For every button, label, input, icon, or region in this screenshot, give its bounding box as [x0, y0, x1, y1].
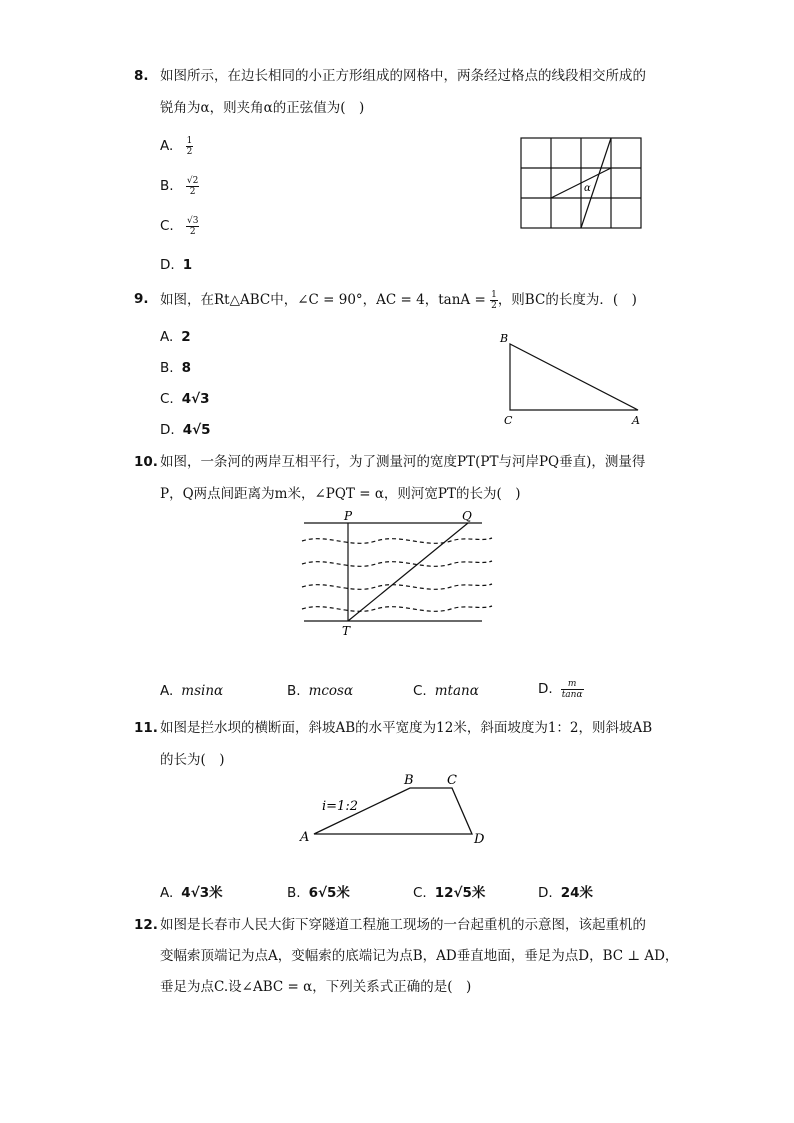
- q10-river-figure: [296, 508, 496, 640]
- q10-option-c-key: C.: [413, 683, 427, 699]
- q11-option-b-value: 6√5米: [308, 885, 350, 901]
- q10-number: 10.: [134, 454, 158, 470]
- q12-text-line1: 如图是长春市人民大街下穿隧道工程施工现场的一台起重机的示意图，该起重机的: [160, 917, 646, 933]
- q10-option-b-value: mcosα: [308, 683, 354, 699]
- q9-text-line1: [160, 290, 637, 311]
- q9-option-b: [160, 359, 191, 377]
- q10-option-b-key: B.: [287, 683, 301, 699]
- q9-option-d-key: D.: [160, 422, 175, 438]
- wave-3: [302, 584, 492, 589]
- q10-text-line1: 如图，一条河的两岸互相平行，为了测量河的宽度PT(PT与河岸PQ垂直)，测量得: [160, 454, 646, 470]
- q11-text-line2: 的长为( ): [160, 752, 225, 768]
- q11-label-b: B: [404, 773, 414, 788]
- q8-option-c-den: 2: [189, 227, 196, 237]
- q9-text-tail: ，则BC的长度为．( ): [497, 292, 637, 308]
- q11-option-d-value: 24米: [560, 885, 593, 901]
- q8-option-a-key: A.: [160, 138, 174, 154]
- q10-option-c: [413, 682, 479, 700]
- q11-number: 11.: [134, 720, 158, 736]
- segment-tq: [348, 523, 468, 621]
- q9-option-c-key: C.: [160, 391, 174, 407]
- q8-text-line2: 锐角为α，则夹角α的正弦值为( ): [160, 100, 365, 116]
- q11-dam-figure: [298, 768, 498, 850]
- q10-label-q: Q: [462, 509, 472, 523]
- q11-option-a: [160, 884, 223, 902]
- q9-frac-num: 1: [491, 290, 497, 300]
- q11-label-a: A: [300, 830, 310, 845]
- q10-option-a: [160, 682, 223, 700]
- q9-triangle: [510, 344, 638, 410]
- q9-option-a-key: A.: [160, 329, 174, 345]
- q10-label-p: P: [344, 509, 353, 523]
- q11-option-a-value: 4√3米: [181, 885, 223, 901]
- q11-option-c-value: 12√5米: [434, 885, 486, 901]
- q8-option-b-key: B.: [160, 178, 174, 194]
- q12-text-line3: 垂足为点C.设∠ABC = α，下列关系式正确的是( ): [160, 979, 472, 995]
- q8-alpha-label: α: [584, 183, 591, 194]
- q9-text-main: 如图，在Rt△ABC中，∠C = 90°，AC = 4，tanA =: [160, 292, 486, 308]
- q9-frac: [490, 290, 498, 311]
- q10-option-b: [287, 682, 353, 700]
- q9-option-a-value: 2: [181, 329, 191, 345]
- q11-option-d-key: D.: [538, 885, 553, 901]
- q9-label-c: C: [504, 414, 513, 427]
- q9-option-b-value: 8: [181, 360, 191, 376]
- q10-option-d-fraction: [561, 679, 584, 700]
- q11-label-c: C: [447, 773, 457, 788]
- q8-option-c: [160, 216, 199, 237]
- q11-option-c-key: C.: [413, 885, 427, 901]
- q9-option-c-value: 4√3: [181, 391, 210, 407]
- q8-option-d-value: 1: [182, 257, 193, 273]
- q11-option-a-key: A.: [160, 885, 174, 901]
- q8-option-a-fraction: [186, 136, 194, 157]
- q12-text-line2: 变幅索顶端记为点A，变幅索的底端记为点B，AD垂直地面，垂足为点D，BC ⊥ AD，: [160, 948, 679, 964]
- q8-option-c-fraction: [186, 216, 199, 237]
- wave-1: [302, 538, 492, 543]
- q11-option-d: [538, 884, 593, 902]
- q10-label-t: T: [342, 624, 351, 638]
- q8-grid-figure: [520, 137, 644, 229]
- q9-number: 9.: [134, 291, 149, 307]
- q9-triangle-figure: [496, 330, 646, 430]
- q9-frac-den: 2: [491, 301, 497, 311]
- wave-2: [302, 561, 492, 566]
- q8-option-b-num: √2: [186, 176, 199, 186]
- q10-option-a-value: msinα: [181, 683, 224, 699]
- q11-label-d: D: [474, 832, 485, 847]
- q10-option-d-den: tanα: [561, 690, 583, 700]
- wave-4: [302, 606, 492, 611]
- q9-option-b-key: B.: [160, 360, 174, 376]
- q10-option-d-key: D.: [538, 681, 553, 697]
- q8-option-c-key: C.: [160, 218, 174, 234]
- q9-option-d: [160, 421, 210, 439]
- q11-slope-label: i=1:2: [322, 799, 358, 814]
- q8-option-b: [160, 176, 199, 197]
- q8-option-a: [160, 136, 193, 157]
- q11-option-b: [287, 884, 350, 902]
- q8-option-b-fraction: [186, 176, 199, 197]
- q10-option-c-value: mtanα: [434, 683, 479, 699]
- q8-number: 8.: [134, 68, 149, 84]
- q10-option-a-key: A.: [160, 683, 174, 699]
- q9-option-d-value: 4√5: [182, 422, 211, 438]
- q11-option-c: [413, 884, 485, 902]
- q8-option-d-key: D.: [160, 257, 175, 273]
- q8-option-c-num: √3: [187, 216, 199, 226]
- q8-option-d: [160, 256, 192, 274]
- q9-option-c: [160, 390, 210, 408]
- q11-option-b-key: B.: [287, 885, 301, 901]
- q8-option-a-num: 1: [186, 136, 193, 146]
- q9-option-a: [160, 328, 191, 346]
- q12-number: 12.: [134, 917, 158, 933]
- q8-text-line1: 如图所示，在边长相同的小正方形组成的网格中，两条经过格点的线段相交所成的: [160, 68, 646, 84]
- q9-label-b: B: [500, 332, 509, 345]
- q9-label-a: A: [632, 414, 640, 427]
- q8-option-a-den: 2: [186, 147, 193, 157]
- q11-text-line1: 如图是拦水坝的横断面，斜坡AB的水平宽度为12米，斜面坡度为1：2，则斜坡AB: [160, 720, 653, 736]
- q10-option-d: [538, 679, 584, 700]
- q8-option-b-den: 2: [189, 187, 196, 197]
- q10-option-d-num: m: [561, 679, 584, 690]
- q10-text-line2: P，Q两点间距离为m米，∠PQT = α，则河宽PT的长为( ): [160, 486, 521, 502]
